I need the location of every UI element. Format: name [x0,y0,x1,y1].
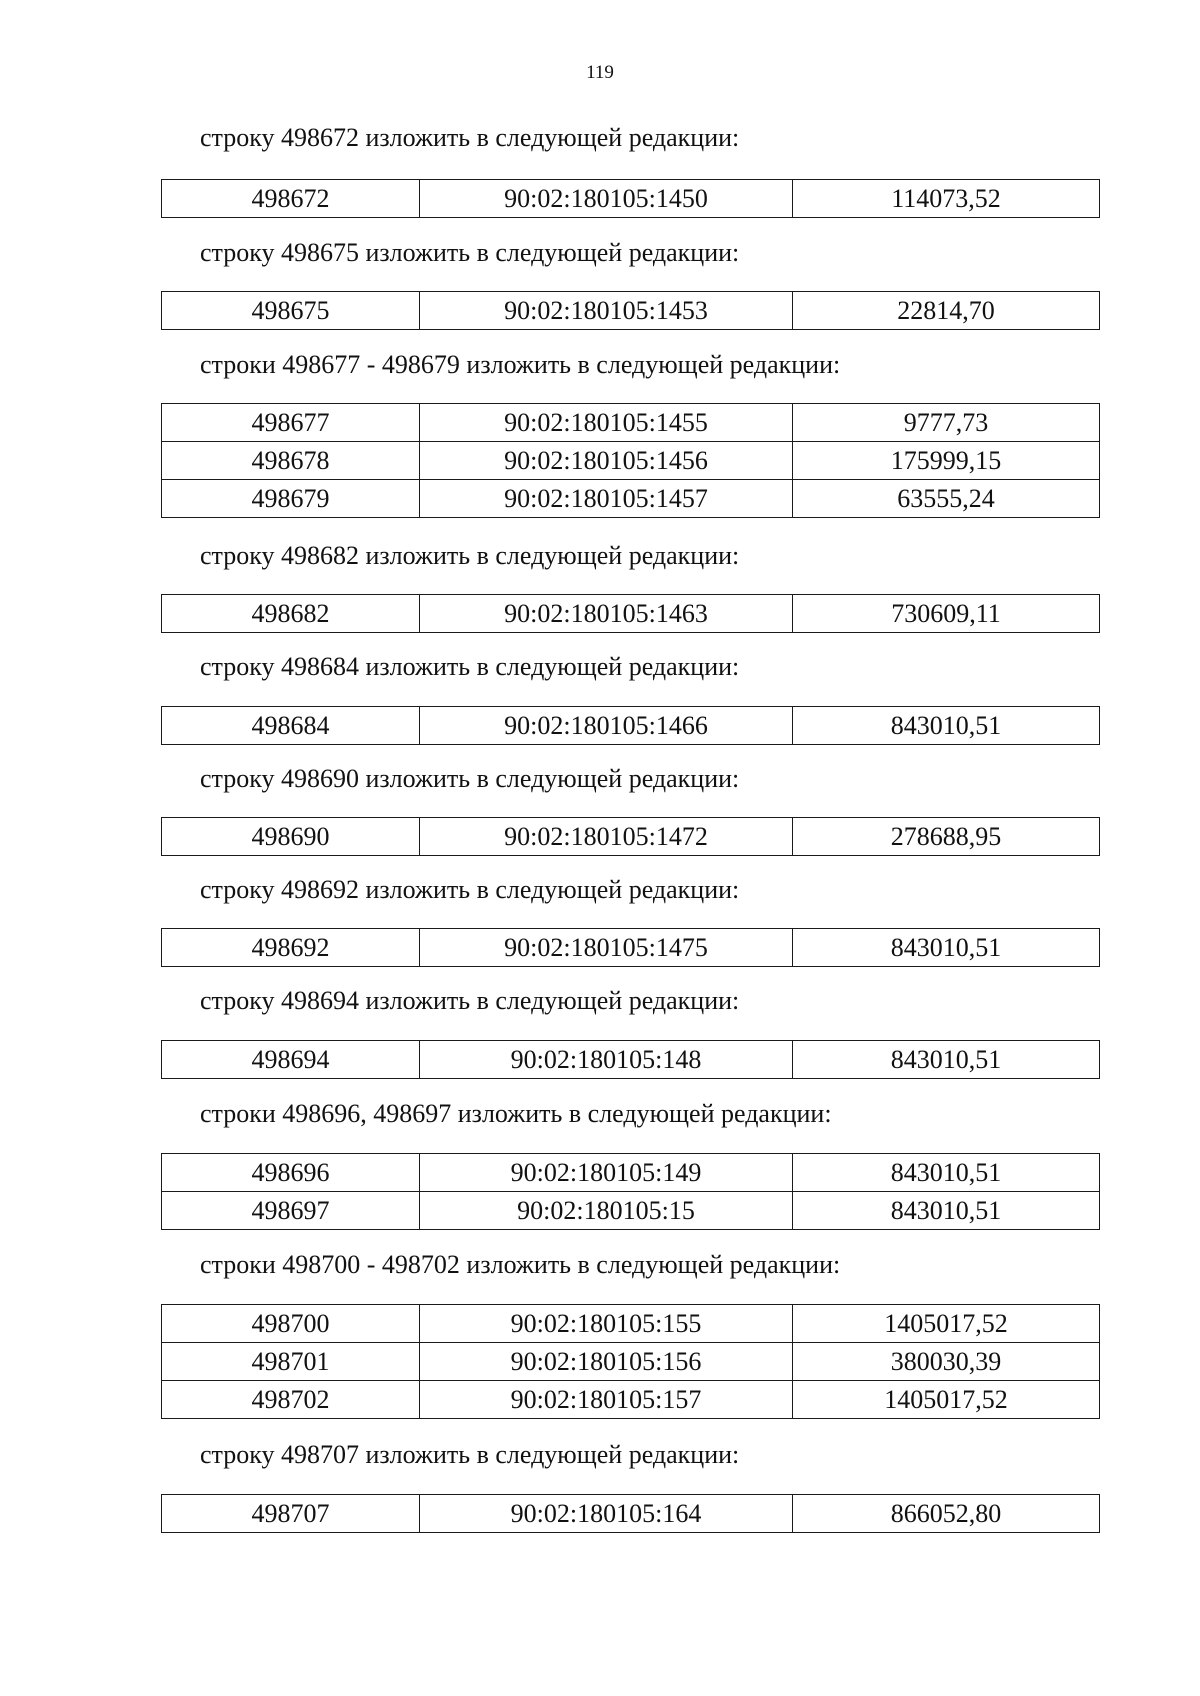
table-row [162,1154,1100,1192]
value-cell: 843010,51 [793,707,1100,745]
table-row [162,595,1100,633]
amendment-instruction: строку 498675 изложить в следующей редакции: [200,238,740,267]
cadastral-number-cell: 90:02:180105:1463 [420,595,793,633]
table-row [162,929,1100,967]
value-cell: 278688,95 [793,818,1100,856]
row-number-cell: 498677 [162,404,420,442]
row-number-cell: 498690 [162,818,420,856]
value-cell: 1405017,52 [793,1305,1100,1343]
table-row [162,1192,1100,1230]
value-cell: 730609,11 [793,595,1100,633]
amendment-table [161,1494,1100,1533]
cadastral-number-cell: 90:02:180105:1457 [420,480,793,518]
amendment-instruction: строки 498700 - 498702 изложить в следующей редакции: [200,1250,841,1279]
table-row [162,180,1100,218]
value-cell: 175999,15 [793,442,1100,480]
row-number-cell: 498682 [162,595,420,633]
row-number-cell: 498707 [162,1495,420,1533]
cadastral-number-cell: 90:02:180105:157 [420,1381,793,1419]
row-number-cell: 498675 [162,292,420,330]
table-row [162,1381,1100,1419]
amendment-table [161,1040,1100,1079]
amendment-table [161,179,1100,218]
amendment-table [161,817,1100,856]
cadastral-number-cell: 90:02:180105:1450 [420,180,793,218]
row-number-cell: 498701 [162,1343,420,1381]
value-cell: 63555,24 [793,480,1100,518]
table-row [162,707,1100,745]
amendment-instruction: строку 498690 изложить в следующей редакции: [200,764,740,793]
row-number-cell: 498679 [162,480,420,518]
cadastral-number-cell: 90:02:180105:156 [420,1343,793,1381]
cadastral-number-cell: 90:02:180105:155 [420,1305,793,1343]
cadastral-number-cell: 90:02:180105:1466 [420,707,793,745]
amendment-table [161,403,1100,518]
amendment-table [161,594,1100,633]
value-cell: 1405017,52 [793,1381,1100,1419]
cadastral-number-cell: 90:02:180105:1475 [420,929,793,967]
row-number-cell: 498697 [162,1192,420,1230]
row-number-cell: 498694 [162,1041,420,1079]
table-row [162,1343,1100,1381]
table-row [162,404,1100,442]
amendment-table [161,1304,1100,1419]
table-row [162,1495,1100,1533]
amendment-instruction: строку 498684 изложить в следующей редакции: [200,652,740,681]
amendment-table [161,928,1100,967]
cadastral-number-cell: 90:02:180105:1456 [420,442,793,480]
value-cell: 843010,51 [793,1041,1100,1079]
row-number-cell: 498702 [162,1381,420,1419]
table-row [162,442,1100,480]
row-number-cell: 498692 [162,929,420,967]
value-cell: 866052,80 [793,1495,1100,1533]
value-cell: 114073,52 [793,180,1100,218]
amendment-instruction: строки 498696, 498697 изложить в следующей редакции: [200,1099,832,1128]
row-number-cell: 498678 [162,442,420,480]
value-cell: 843010,51 [793,929,1100,967]
value-cell: 843010,51 [793,1154,1100,1192]
cadastral-number-cell: 90:02:180105:149 [420,1154,793,1192]
cadastral-number-cell: 90:02:180105:1472 [420,818,793,856]
amendment-instruction: строку 498692 изложить в следующей редакции: [200,875,740,904]
cadastral-number-cell: 90:02:180105:1455 [420,404,793,442]
value-cell: 380030,39 [793,1343,1100,1381]
table-row [162,818,1100,856]
amendment-instruction: строку 498682 изложить в следующей редакции: [200,541,740,570]
cadastral-number-cell: 90:02:180105:15 [420,1192,793,1230]
table-row [162,292,1100,330]
value-cell: 843010,51 [793,1192,1100,1230]
row-number-cell: 498672 [162,180,420,218]
cadastral-number-cell: 90:02:180105:164 [420,1495,793,1533]
amendment-instruction: строку 498672 изложить в следующей редакции: [200,123,740,152]
row-number-cell: 498700 [162,1305,420,1343]
amendment-table [161,706,1100,745]
amendment-table [161,291,1100,330]
amendment-instruction: строки 498677 - 498679 изложить в следующей редакции: [200,350,841,379]
amendment-instruction: строку 498707 изложить в следующей редакции: [200,1440,740,1469]
value-cell: 22814,70 [793,292,1100,330]
cadastral-number-cell: 90:02:180105:148 [420,1041,793,1079]
value-cell: 9777,73 [793,404,1100,442]
amendment-table [161,1153,1100,1230]
page-number: 119 [586,62,614,83]
amendment-instruction: строку 498694 изложить в следующей редакции: [200,986,740,1015]
row-number-cell: 498696 [162,1154,420,1192]
table-row [162,480,1100,518]
row-number-cell: 498684 [162,707,420,745]
table-row [162,1041,1100,1079]
cadastral-number-cell: 90:02:180105:1453 [420,292,793,330]
table-row [162,1305,1100,1343]
